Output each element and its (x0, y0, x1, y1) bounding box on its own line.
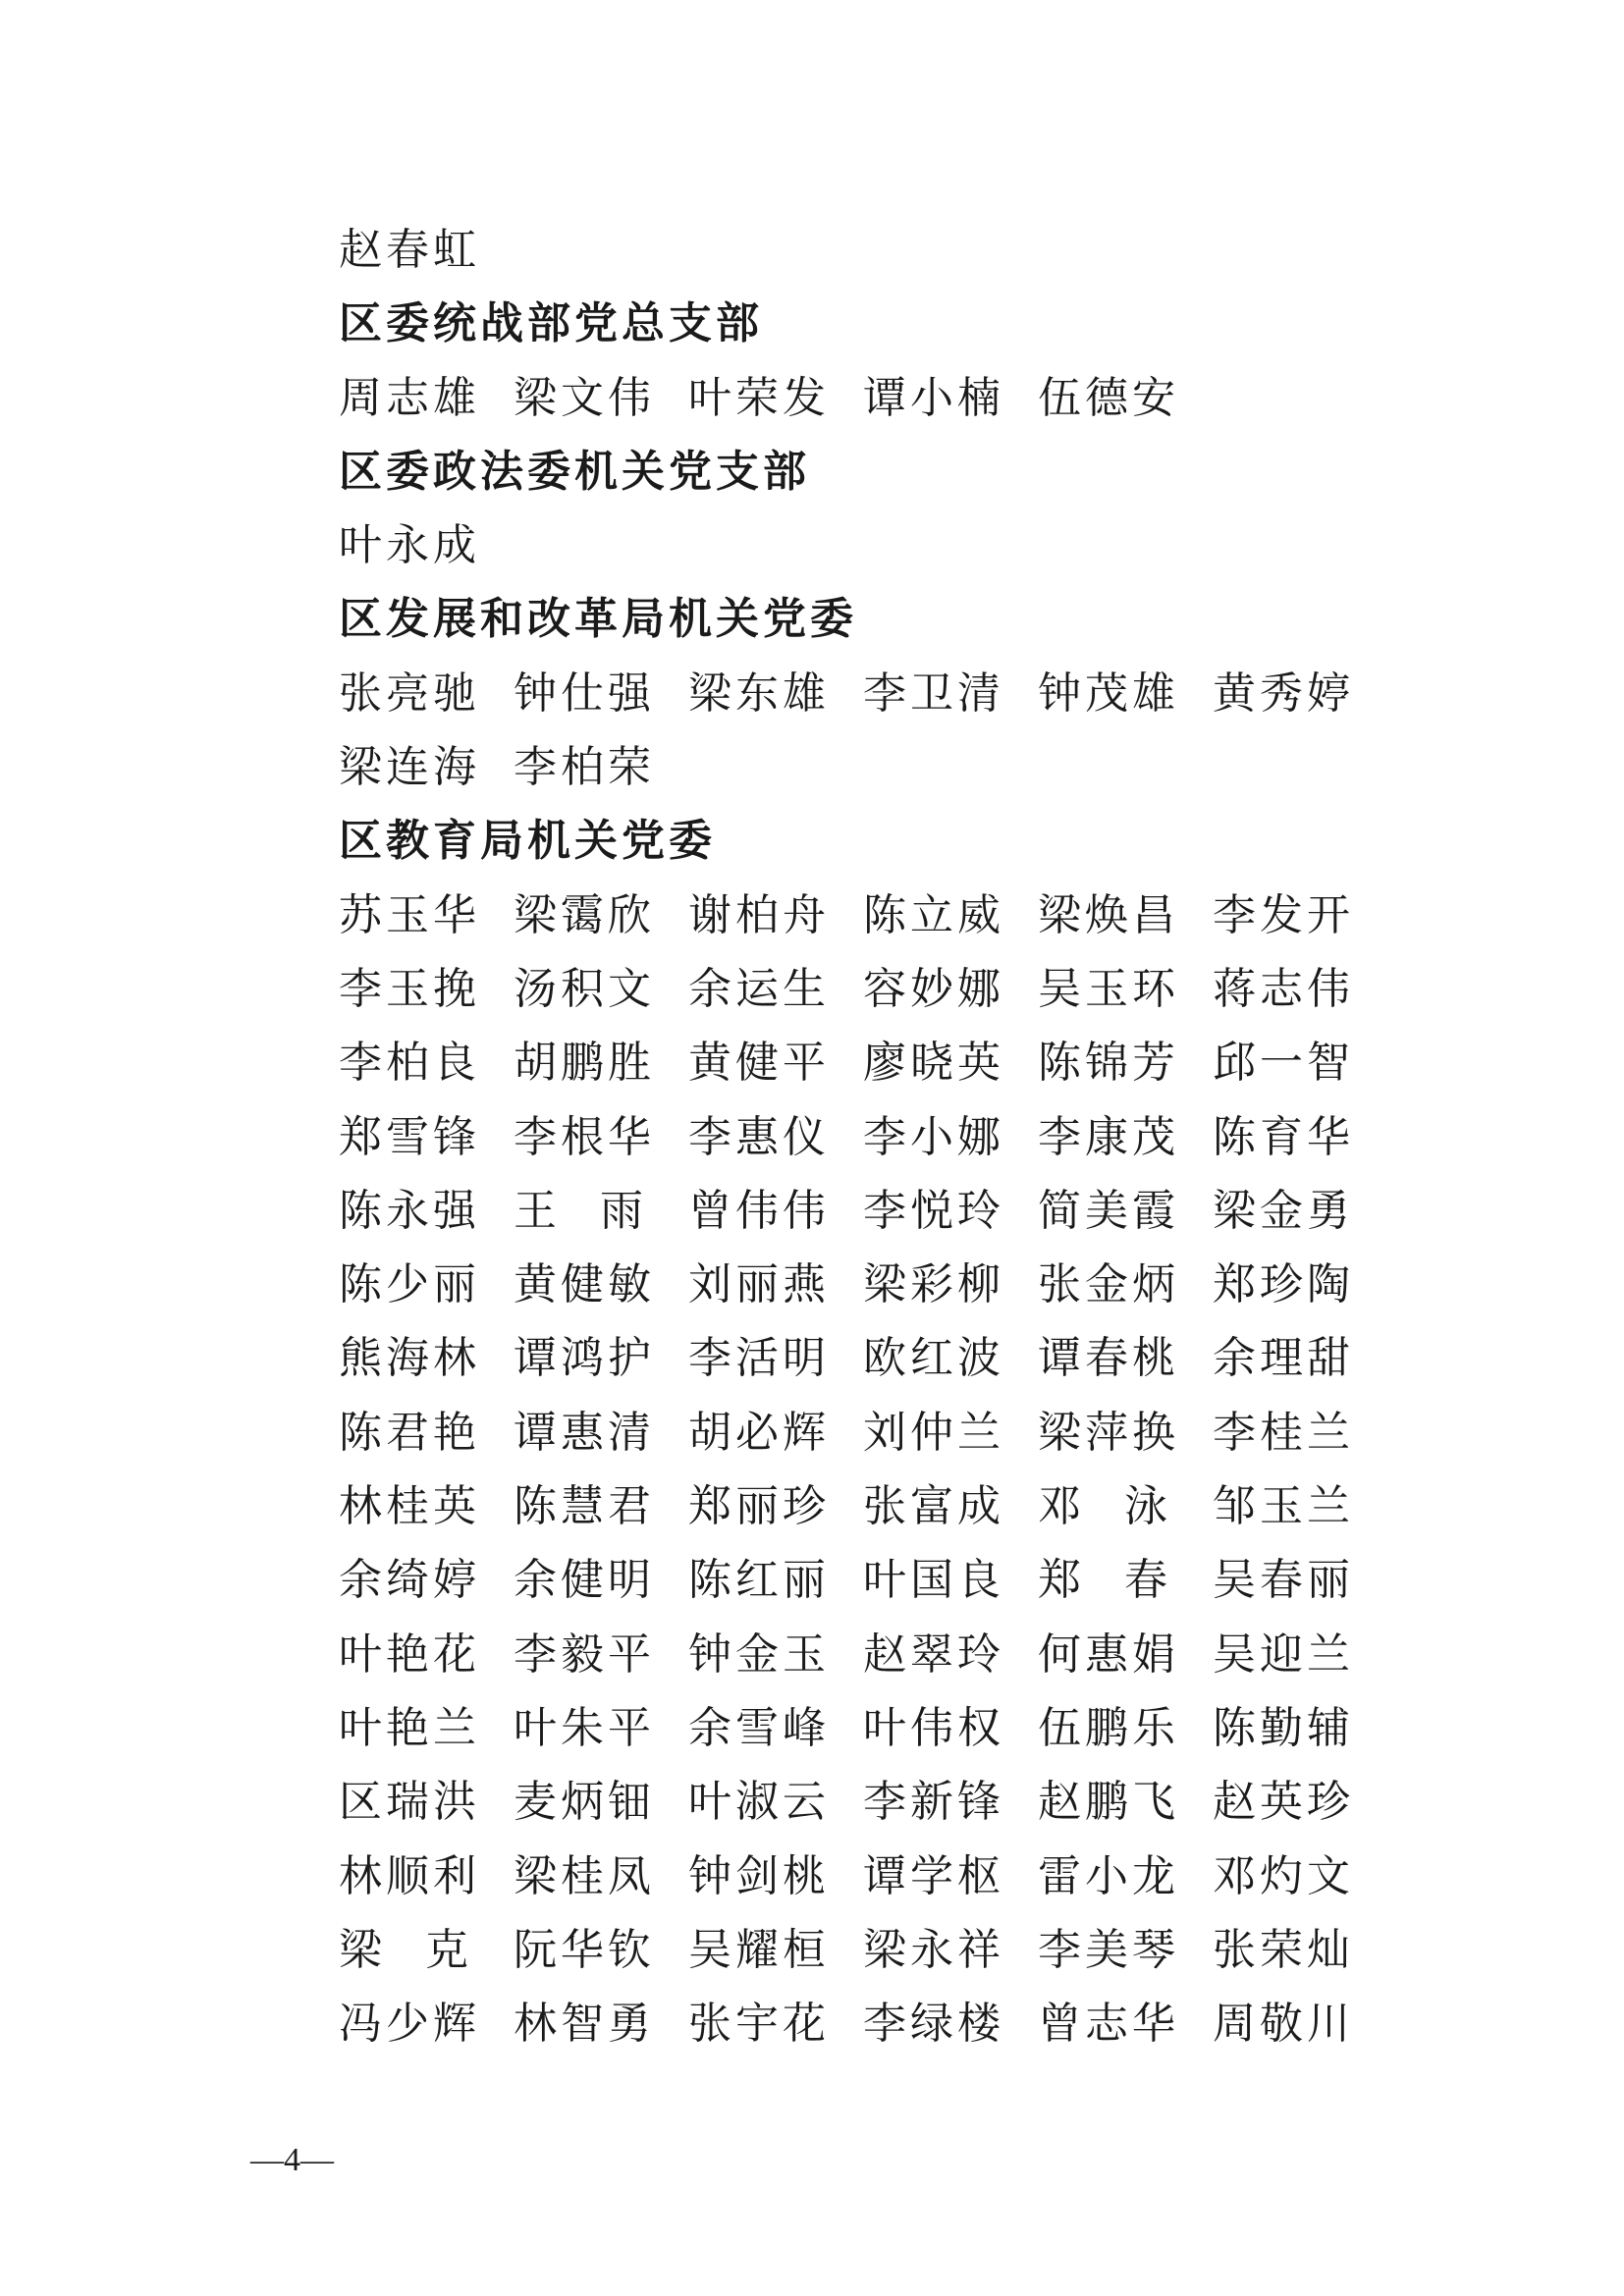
person-name: 谭学枢 (863, 1850, 1004, 1901)
person-name: 麦炳钿 (514, 1777, 655, 1828)
person-name: 邹玉兰 (1213, 1481, 1354, 1532)
person-name: 汤积文 (514, 963, 655, 1014)
person-name: 余雪峰 (688, 1702, 830, 1753)
person-name: 雷小龙 (1038, 1850, 1179, 1901)
person-name: 钟剑桃 (688, 1850, 830, 1901)
person-name: 王 雨 (514, 1185, 643, 1236)
person-name: 张荣灿 (1213, 1924, 1354, 1975)
person-name: 梁永祥 (863, 1924, 1004, 1975)
person-name: 李卫清 (863, 667, 1004, 719)
person-name: 邓 泳 (1038, 1481, 1167, 1532)
person-name: 钟茂雄 (1038, 667, 1179, 719)
person-name: 李桂兰 (1213, 1407, 1354, 1458)
person-name: 赵英珍 (1213, 1777, 1354, 1828)
section-heading: 区发展和改革局机关党委 (339, 594, 857, 645)
person-name: 胡鹏胜 (514, 1038, 655, 1089)
person-name: 熊海林 (339, 1333, 480, 1384)
person-name: 李根华 (514, 1111, 655, 1162)
person-name: 吴迎兰 (1213, 1629, 1354, 1680)
name-row (339, 1180, 1360, 1254)
person-name: 叶艳花 (339, 1629, 480, 1680)
person-name: 余运生 (688, 963, 830, 1014)
person-name: 叶荣发 (688, 372, 830, 423)
name-row (339, 1624, 1360, 1697)
person-name: 赵春虹 (339, 225, 480, 275)
person-name: 赵翠玲 (863, 1629, 1004, 1680)
person-name: 黄健敏 (514, 1259, 655, 1310)
person-name: 陈育华 (1213, 1111, 1354, 1162)
person-name: 李美琴 (1038, 1924, 1179, 1975)
person-name: 曾伟伟 (688, 1185, 830, 1236)
person-name: 李康茂 (1038, 1111, 1179, 1162)
person-name: 叶永成 (339, 520, 480, 571)
person-name: 张亮驰 (339, 667, 480, 719)
document-body (339, 219, 1360, 2066)
person-name: 区瑞洪 (339, 1777, 480, 1828)
person-name: 林智勇 (514, 1999, 655, 2050)
person-name: 冯少辉 (339, 1999, 480, 2050)
name-row (339, 1475, 1360, 1549)
person-name: 赵鹏飞 (1038, 1777, 1179, 1828)
name-row (339, 1845, 1360, 1919)
person-name: 李柏荣 (514, 742, 655, 793)
name-row (339, 1919, 1360, 1993)
person-name: 梁彩柳 (863, 1259, 1004, 1310)
person-name: 陈永强 (339, 1185, 480, 1236)
person-name: 张宇花 (688, 1999, 830, 2050)
person-name: 陈勤辅 (1213, 1702, 1354, 1753)
person-name: 刘仲兰 (863, 1407, 1004, 1458)
name-row (339, 1106, 1360, 1180)
person-name: 郑珍陶 (1213, 1259, 1354, 1310)
person-name: 梁萍换 (1038, 1407, 1179, 1458)
person-name: 张金炳 (1038, 1259, 1179, 1310)
name-row (339, 958, 1360, 1032)
person-name: 伍鹏乐 (1038, 1702, 1179, 1753)
person-name: 叶淑云 (688, 1777, 830, 1828)
person-name: 陈立威 (863, 889, 1004, 940)
person-name: 吴耀桓 (688, 1924, 830, 1975)
person-name: 张富成 (863, 1481, 1004, 1532)
person-name: 苏玉华 (339, 889, 480, 940)
person-name: 吴春丽 (1213, 1555, 1354, 1606)
person-name: 吴玉环 (1038, 963, 1179, 1014)
name-row (339, 1771, 1360, 1844)
person-name: 谭小楠 (863, 372, 1004, 423)
person-name: 余理甜 (1213, 1333, 1354, 1384)
person-name: 梁 克 (339, 1924, 468, 1975)
page-number: —4— (250, 2142, 334, 2178)
person-name: 李绿楼 (863, 1999, 1004, 2050)
name-row (339, 219, 1360, 293)
person-name: 李小娜 (863, 1111, 1004, 1162)
person-name: 李新锋 (863, 1777, 1004, 1828)
person-name: 梁桂凤 (514, 1850, 655, 1901)
person-name: 郑雪锋 (339, 1111, 480, 1162)
person-name: 叶国良 (863, 1555, 1004, 1606)
person-name: 陈慧君 (514, 1481, 655, 1532)
person-name: 梁东雄 (688, 667, 830, 719)
section-heading: 区委政法委机关党支部 (339, 446, 810, 497)
person-name: 陈君艳 (339, 1407, 480, 1458)
person-name: 谭鸿护 (514, 1333, 655, 1384)
person-name: 陈红丽 (688, 1555, 830, 1606)
person-name: 梁文伟 (514, 372, 655, 423)
person-name: 梁连海 (339, 742, 480, 793)
name-row (339, 1697, 1360, 1771)
name-row (339, 884, 1360, 958)
section-heading: 区委统战部党总支部 (339, 298, 763, 349)
person-name: 李柏良 (339, 1038, 480, 1089)
person-name: 李玉挽 (339, 963, 480, 1014)
person-name: 周志雄 (339, 372, 480, 423)
person-name: 李惠仪 (688, 1111, 830, 1162)
person-name: 李悦玲 (863, 1185, 1004, 1236)
person-name: 谭惠清 (514, 1407, 655, 1458)
person-name: 钟仕强 (514, 667, 655, 719)
person-name: 余绮婷 (339, 1555, 480, 1606)
name-row (339, 1402, 1360, 1475)
name-row (339, 514, 1360, 588)
name-row (339, 1549, 1360, 1623)
person-name: 谭春桃 (1038, 1333, 1179, 1384)
person-name: 叶朱平 (514, 1702, 655, 1753)
name-row (339, 663, 1360, 736)
name-row (339, 1254, 1360, 1327)
person-name: 梁金勇 (1213, 1185, 1354, 1236)
person-name: 李活明 (688, 1333, 830, 1384)
person-name: 廖晓英 (863, 1038, 1004, 1089)
person-name: 叶伟权 (863, 1702, 1004, 1753)
person-name: 蒋志伟 (1213, 963, 1354, 1014)
person-name: 容妙娜 (863, 963, 1004, 1014)
name-row (339, 736, 1360, 810)
person-name: 陈少丽 (339, 1259, 480, 1310)
person-name: 叶艳兰 (339, 1702, 480, 1753)
name-row (339, 1032, 1360, 1105)
person-name: 黄秀婷 (1213, 667, 1354, 719)
person-name: 李毅平 (514, 1629, 655, 1680)
person-name: 李发开 (1213, 889, 1354, 940)
person-name: 阮华钦 (514, 1924, 655, 1975)
name-row (339, 1327, 1360, 1401)
person-name: 林桂英 (339, 1481, 480, 1532)
person-name: 郑 春 (1038, 1555, 1167, 1606)
person-name: 余健明 (514, 1555, 655, 1606)
person-name: 陈锦芳 (1038, 1038, 1179, 1089)
person-name: 伍德安 (1038, 372, 1179, 423)
person-name: 梁焕昌 (1038, 889, 1179, 940)
person-name: 黄健平 (688, 1038, 830, 1089)
person-name: 欧红波 (863, 1333, 1004, 1384)
person-name: 郑丽珍 (688, 1481, 830, 1532)
name-row (339, 1993, 1360, 2066)
person-name: 胡必辉 (688, 1407, 830, 1458)
person-name: 刘丽燕 (688, 1259, 830, 1310)
person-name: 谢柏舟 (688, 889, 830, 940)
person-name: 林顺利 (339, 1850, 480, 1901)
person-name: 钟金玉 (688, 1629, 830, 1680)
name-row (339, 367, 1360, 441)
person-name: 简美霞 (1038, 1185, 1179, 1236)
person-name: 何惠娟 (1038, 1629, 1179, 1680)
section-heading: 区教育局机关党委 (339, 816, 716, 867)
person-name: 周敬川 (1213, 1999, 1354, 2050)
person-name: 梁霭欣 (514, 889, 655, 940)
person-name: 邱一智 (1213, 1038, 1354, 1089)
person-name: 曾志华 (1038, 1999, 1179, 2050)
person-name: 邓灼文 (1213, 1850, 1354, 1901)
